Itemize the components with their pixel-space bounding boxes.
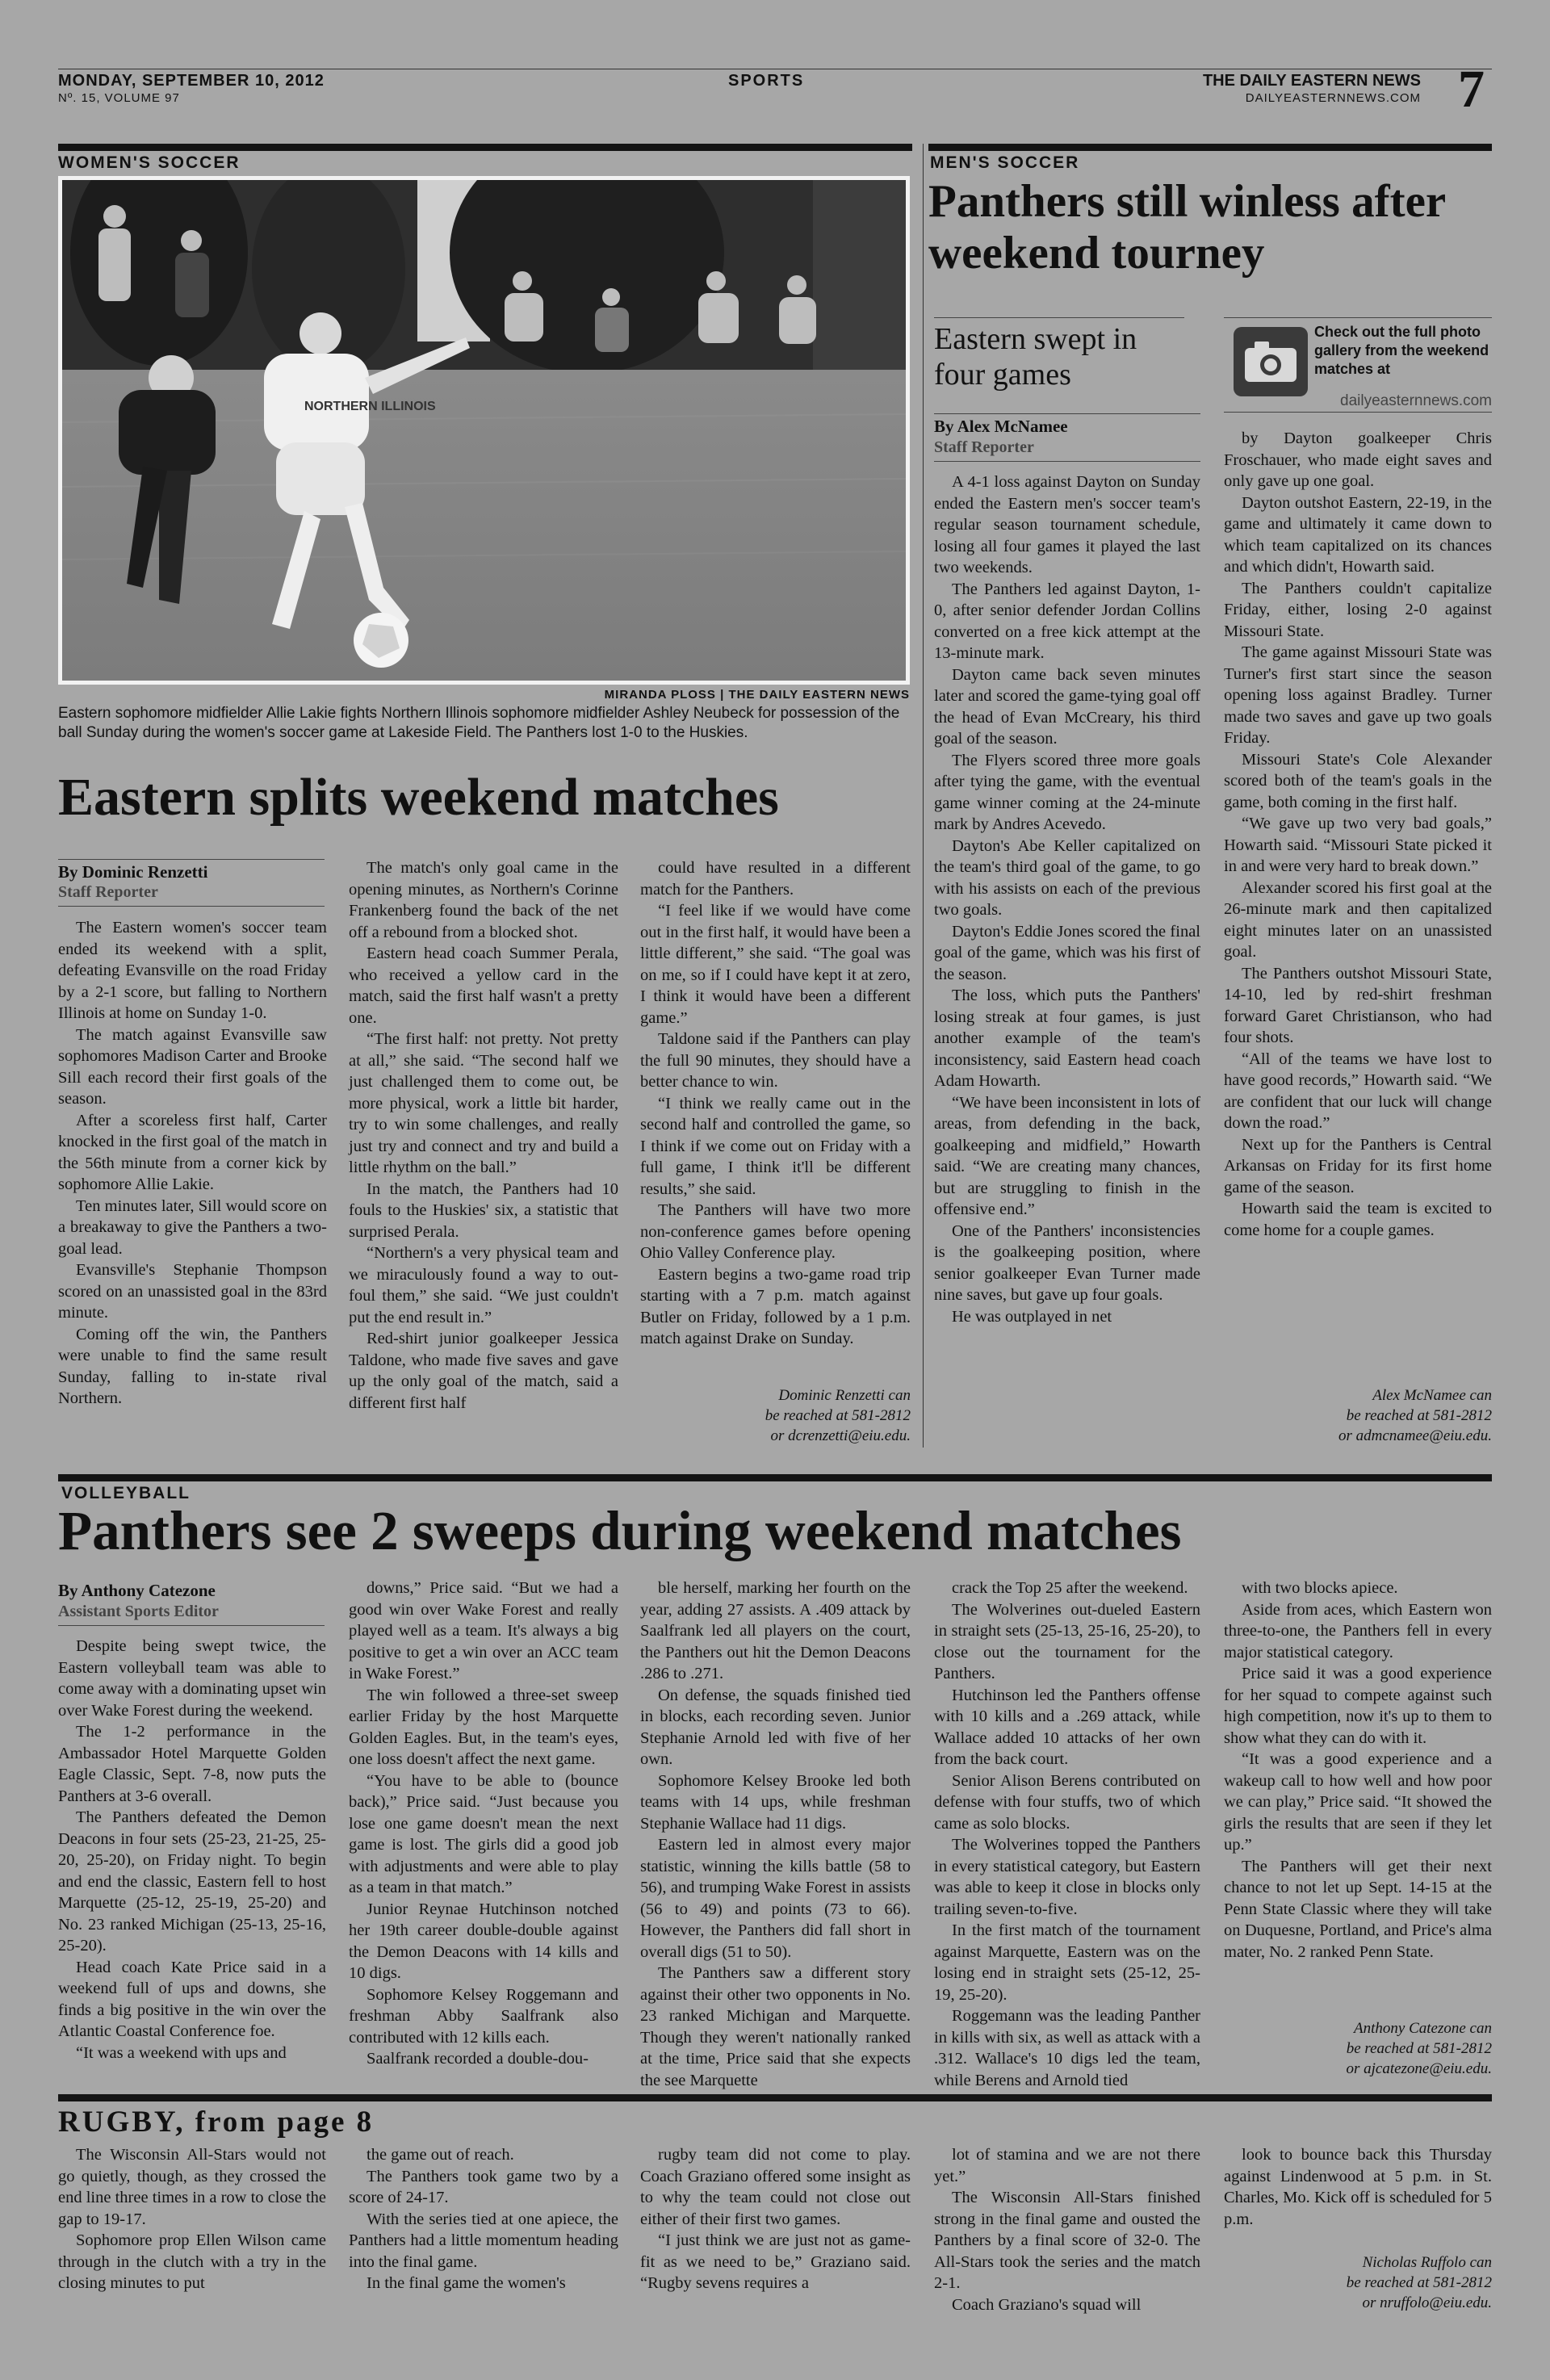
paragraph: ble herself, marking her fourth on the year, adding 27 assists. A .409 attack by Saalfrank led all players on the court, the Panthers out hit the Demon Deacons .286 to .271. [640, 1579, 911, 1682]
issue-date: MONDAY, SEPTEMBER 10, 2012 [58, 72, 325, 90]
paragraph: The Panthers outshot Missouri State, 14-10, led by red-shirt freshman forward Garet Christianson, who had four shots. [1224, 964, 1492, 1046]
paragraph: Junior Reynae Hutchinson notched her 19th career double-double against the Demon Deacons with 14 kills and 10 digs. [349, 1900, 618, 1982]
signature-line: be reached at 581-2812 [1346, 1407, 1492, 1424]
paragraph: Coach Graziano's squad will [952, 2295, 1142, 2314]
paragraph: Taldone said if the Panthers can play the full 90 minutes, they should have a better chance to win. [640, 1030, 911, 1091]
mens-byline-role: Staff Reporter [934, 438, 1034, 456]
promo-link[interactable]: dailyeasternnews.com [1340, 392, 1492, 409]
paragraph: lot of stamina and we are not there yet.” [934, 2146, 1200, 2185]
paragraph: Roggemann was the leading Panther in kills with six, as well as attack with a .312. Wallace's 10 digs led the team, while Berens and Arnold tied [934, 2007, 1200, 2089]
womens-headline: Eastern splits weekend matches [58, 768, 779, 827]
paragraph: “We have been inconsistent in lots of areas, from defending in the back, goalkeeping and midfield,” Howarth said. “We are creating many chances, but are struggling to finish in the offensive end.” [934, 1093, 1200, 1218]
paragraph: With the series tied at one apiece, the Panthers had a little momentum heading into the final game. [349, 2210, 618, 2271]
womens-top-bar [58, 144, 912, 151]
paragraph: rugby team did not come to play. Coach Graziano offered some insight as to why the team could not close out either of their first two games. [640, 2146, 911, 2228]
womens-byline: By Dominic Renzetti [58, 862, 208, 882]
paragraph: Ten minutes later, Sill would score on a breakaway to give the Panthers a two-goal lead. [58, 1196, 327, 1258]
signature-line: Nicholas Ruffolo can [1362, 2254, 1492, 2271]
camera-icon [1234, 327, 1308, 396]
rugby-top-bar [58, 2094, 1492, 2101]
volleyball-col-4 [934, 1578, 1200, 2091]
paragraph: The Wolverines out-dueled Eastern in straight sets (25-13, 25-16, 25-20), to close out the tournament for the Panthers. [934, 1600, 1200, 1682]
paragraph: The game against Missouri State was Turner's first start since the season opening loss against Bradley. Turner made two saves and gave up two goals Friday. [1224, 643, 1492, 747]
paragraph: The Panthers saw a different story against their other two opponents in No. 23 ranked Michigan and Marquette. Though they weren't nationally ranked at the time, Price said that she expects the see Marquette [640, 1964, 911, 2089]
paragraph: The Wisconsin All-Stars finished strong in the final game and ousted the Panthers by a final score of 32-0. The All-Stars took the series and the match 2-1. [934, 2189, 1200, 2292]
rugby-headline: RUGBY, from page 8 [58, 2106, 375, 2139]
paragraph: Aside from aces, which Eastern won three-to-one, the Panthers fell in every major statistical category. [1224, 1600, 1492, 1661]
paragraph: In the final game the women's [367, 2274, 566, 2292]
paragraph: Hutchinson led the Panthers offense with 10 kills and a .269 attack, while Wallace added 10 attacks of her own from the back court. [934, 1686, 1200, 1768]
womens-col-3 [640, 857, 911, 1350]
volleyball-top-bar [58, 1474, 1492, 1481]
paragraph: The match's only goal came in the opening minutes, as Northern's Corinne Frankenberg found the back of the net off a rebound from a blocked shot. [349, 859, 618, 941]
camera-icon-glyph [1234, 327, 1308, 396]
paragraph: One of the Panthers' inconsistencies is the goalkeeping position, where senior goalkeeper Evan Turner made nine saves, but gave up four goals. [934, 1221, 1200, 1304]
paragraph: “It was a weekend with ups and [76, 2043, 287, 2062]
womens-byline-rule-bottom [58, 906, 325, 907]
rugby-col-3 [640, 2144, 911, 2294]
paragraph: Saalfrank recorded a double-dou- [367, 2050, 589, 2068]
paragraph: Senior Alison Berens contributed on defense with four stuffs, two of which came as solo blocks. [934, 1771, 1200, 1833]
paragraph: Sophomore Kelsey Roggemann and freshman Abby Saalfrank also contributed with 12 kills each. [349, 1985, 618, 2047]
soccer-photo-image [62, 180, 906, 681]
paragraph: “I just think we are just not as game-fit as we need to be,” Graziano said. “Rugby sevens requires a [640, 2231, 911, 2292]
paragraph: On defense, the squads finished tied in blocks, each recording seven. Junior Stephanie Arnold led with five of her own. [640, 1686, 911, 1768]
signature-line: Dominic Renzetti can [778, 1387, 911, 1404]
paragraph: could have resulted in a different match for the Panthers. [640, 859, 911, 899]
signature-line: be reached at 581-2812 [1346, 2274, 1492, 2291]
paragraph: A 4-1 loss against Dayton on Sunday ended the Eastern men's soccer team's regular season tournament schedule, losing all four games it played the last two weekends. [934, 473, 1200, 576]
paragraph: Dayton's Abe Keller capitalized on the team's third goal of the game, to go with his assists on each of the previous two goals. [934, 836, 1200, 919]
paragraph: “Northern's a very physical team and we miraculously found a way to out-foul them,” she said. “We just couldn't put the end result in.” [349, 1244, 618, 1326]
paragraph: Red-shirt junior goalkeeper Jessica Taldone, who made five saves and gave up the only goal of the match, said a different first half [349, 1330, 618, 1412]
paragraph: Eastern begins a two-game road trip starting with a 7 p.m. match against Butler on Friday, followed by a 1 p.m. match against Drake on Sunday. [640, 1265, 911, 1347]
paragraph: The Wisconsin All-Stars would not go quietly, though, as they crossed the end line three times in a row to close the gap to 19-17. [58, 2146, 326, 2228]
paragraph: The Panthers will get their next chance to not let up Sept. 14-15 at the Penn State Classic where they will take on Duquesne, Portland, and Price's alma mater, No. 2 ranked Penn State. [1224, 1857, 1492, 1961]
paragraph: The Panthers will have two more non-conference games before opening Ohio Valley Conference play. [640, 1201, 911, 1262]
paragraph: Missouri State's Cole Alexander scored both of the team's goals in the game, both coming in the first half. [1224, 750, 1492, 811]
paragraph: Sophomore prop Ellen Wilson came through in the clutch with a try in the closing minutes to put [58, 2231, 326, 2292]
volleyball-byline-rule [58, 1625, 325, 1626]
paragraph: Head coach Kate Price said in a weekend full of ups and downs, she finds a big positive in the win over the Atlantic Coastal Conference foe. [58, 1958, 326, 2040]
volleyball-byline: By Anthony Catezone [58, 1581, 216, 1600]
signature-line: be reached at 581-2812 [765, 1407, 911, 1424]
womens-signature [640, 1385, 911, 1446]
mens-col-2 [1224, 428, 1492, 1241]
signature-line: Alex McNamee can [1372, 1387, 1492, 1404]
womens-kicker: WOMEN'S SOCCER [58, 153, 241, 172]
paper-name: THE DAILY EASTERN NEWS [1202, 72, 1421, 90]
paragraph: “The first half: not pretty. Not pretty at all,” she said. “The second half we just challenged them to come out, be more physical, work a little bit harder, try to win some challenges, and really just try and connect and try and build a little rhythm on the ball.” [349, 1030, 618, 1176]
paragraph: The 1-2 performance in the Ambassador Hotel Marquette Golden Eagle Classic, Sept. 7-8, now puts the Panthers at 3-6 overall. [58, 1723, 326, 1805]
paragraph: “I think we really came out in the second half and controlled the game, so I think if we come out on Friday with a full game, I think it'll be different results,” she said. [640, 1094, 911, 1198]
subhead-rule [934, 317, 1184, 318]
paragraph: The match against Evansville saw sophomores Madison Carter and Brooke Sill each record their first goals of the season. [58, 1025, 327, 1108]
paragraph: The Wolverines topped the Panthers in every statistical category, but Eastern was able to keep it close in blocks only trailing seven-to-five. [934, 1836, 1200, 1918]
womens-col-2 [349, 857, 618, 1414]
mens-subhead: Eastern swept in four games [934, 322, 1137, 392]
mens-byline: By Alex McNamee [934, 417, 1068, 436]
paragraph: The win followed a three-set sweep earlier Friday by the host Marquette Golden Eagles. But, in the team's eyes, one loss doesn't affect the next game. [349, 1686, 618, 1768]
signature-line: or nruffolo@eiu.edu. [1362, 2294, 1492, 2311]
rugby-col-1 [58, 2144, 326, 2294]
mens-headline: Panthers still winless after weekend tourney [928, 176, 1446, 279]
paragraph: crack the Top 25 after the weekend. [952, 1579, 1188, 1597]
womens-byline-rule [58, 859, 325, 860]
mens-byline-rule-bottom [934, 461, 1200, 462]
signature-line: or ajcatezone@eiu.edu. [1346, 2060, 1492, 2077]
paragraph: “You have to be able to (bounce back),” Price said. “Just because you lose one game doesn't mean the next game is lost. The girls did a good job with adjustments and were able to play as a team in that match.” [349, 1771, 618, 1896]
paragraph: The Panthers took game two by a score of 24-17. [349, 2167, 618, 2206]
volleyball-kicker: VOLLEYBALL [61, 1484, 191, 1502]
paragraph: The Flyers scored three more goals after tying the game, with the eventual game winner coming at the 24-minute mark by Andres Acevedo. [934, 751, 1200, 833]
volleyball-col-1 [58, 1636, 326, 2064]
photo-caption: Eastern sophomore midfielder Allie Lakie fights Northern Illinois sophomore midfielder Ashley Neubeck for possession of the ball Sunday during the women's soccer game at Lakeside Field. The Panthers lost 1-0 to the Huskies. [58, 705, 900, 741]
column-divider [923, 144, 924, 1448]
volleyball-col-2 [349, 1578, 618, 2070]
paragraph: Dayton outshot Eastern, 22-19, in the game and ultimately it came down to which team capitalized on its chances and which didn't, Howarth said. [1224, 493, 1492, 576]
womens-byline-role: Staff Reporter [58, 883, 158, 901]
paragraph: Sophomore Kelsey Brooke led both teams with 14 ups, while freshman Stephanie Wallace had 11 digs. [640, 1771, 911, 1833]
mens-top-bar [928, 144, 1492, 151]
paragraph: Next up for the Panthers is Central Arkansas on Friday for its first home game of the season. [1224, 1135, 1492, 1196]
paragraph: downs,” Price said. “But we had a good win over Wake Forest and really played well as a team. It's always a big positive to get a win over an ACC team in Wake Forest.” [349, 1579, 618, 1682]
paragraph: the game out of reach. [367, 2146, 514, 2164]
rugby-signature [1224, 2252, 1492, 2313]
volleyball-headline: Panthers see 2 sweeps during weekend matches [58, 1500, 1182, 1561]
signature-line: or admcnamee@eiu.edu. [1338, 1427, 1492, 1444]
paragraph: After a scoreless first half, Carter knocked in the first goal of the match in the 56th minute from a corner kick by sophomore Allie Lakie. [58, 1111, 327, 1193]
paragraph: “I feel like if we would have come out in the first half, it would have been a little different,” she said. “The goal was on me, so if I could have kept it at zero, I think it would have been a different game.” [640, 902, 911, 1027]
volleyball-col-3 [640, 1578, 911, 2091]
volleyball-signature [1224, 2018, 1492, 2079]
paragraph: “It was a good experience and a wakeup call to how well and how poor we can play,” Price said. “It showed the girls the results that are seen if they let up.” [1224, 1750, 1492, 1854]
mens-col-1 [934, 471, 1200, 1327]
paragraph: The Eastern women's soccer team ended its weekend with a split, defeating Evansville on the road Friday by a 2-1 score, but falling to Northern Illinois at home on Sunday 1-0. [58, 919, 327, 1022]
paragraph: The Panthers defeated the Demon Deacons in four sets (25-23, 21-25, 25-20, 25-20), on Friday night. To begin and end the classic, Eastern fell to host Marquette (25-12, 25-19, 25-20) and No. 23 ranked Michigan (25-13, 25-16, 25-20). [58, 1808, 326, 1955]
paragraph: look to bounce back this Thursday against Lindenwood at 5 p.m. in St. Charles, Mo. Kick off is scheduled for 5 p.m. [1224, 2146, 1492, 2228]
paragraph: with two blocks apiece. [1242, 1579, 1398, 1597]
paragraph: Alexander scored his first goal at the 26-minute mark and then capitalized eight minutes later on an unassisted goal. [1224, 878, 1492, 961]
paragraph: Price said it was a good experience for her squad to compete against such high competition, now it's up to them to show what they can do with it. [1224, 1665, 1492, 1747]
rugby-col-2 [349, 2144, 618, 2294]
paragraph: Eastern led in almost every major statistic, winning the kills battle (58 to 56), and trumping Wake Forest in assists (56 to 49) and points (73 to 66). However, the Panthers did fall short in overall digs (51 to 50). [640, 1836, 911, 1961]
paper-website: DAILYEASTERNNEWS.COM [1245, 91, 1421, 105]
promo-rule [1224, 317, 1492, 318]
paragraph: Howarth said the team is excited to come home for a couple games. [1224, 1200, 1492, 1239]
paragraph: Eastern head coach Summer Perala, who received a yellow card in the match, said the first half wasn't a pretty one. [349, 945, 618, 1027]
paragraph: In the match, the Panthers had 10 fouls to the Huskies' six, a statistic that surprised Perala. [349, 1180, 618, 1241]
paragraph: Evansville's Stephanie Thompson scored on an unassisted goal in the 83rd minute. [58, 1261, 327, 1322]
womens-col-1 [58, 917, 327, 1410]
rugby-col-4 [934, 2144, 1200, 2315]
paragraph: Dayton's Eddie Jones scored the final goal of the game, which was his first of the season. [934, 922, 1200, 983]
promo-text: Check out the full photo gallery from the weekend matches at [1314, 324, 1489, 377]
signature-line: Anthony Catezone can [1354, 2020, 1492, 2037]
promo-rule-bottom [1224, 412, 1492, 413]
rugby-col-5 [1224, 2144, 1492, 2230]
paragraph: Coming off the win, the Panthers were unable to find the same result Sunday, falling to in-state rival Northern. [58, 1325, 327, 1407]
paragraph: “All of the teams we have lost to have good records,” Howarth said. “We are confident that our luck will change down the road.” [1224, 1050, 1492, 1132]
signature-line: or dcrenzetti@eiu.edu. [770, 1427, 911, 1444]
paragraph: In the first match of the tournament against Marquette, Eastern was on the losing end in straight sets (25-12, 25-19, 25-20). [934, 1921, 1200, 2004]
paragraph: “We gave up two very bad goals,” Howarth said. “Missouri State picked it in and were very hard to break down.” [1224, 815, 1492, 875]
soccer-photo [58, 176, 910, 685]
volleyball-byline-role: Assistant Sports Editor [58, 1603, 219, 1620]
page-number: 7 [1458, 60, 1485, 119]
volleyball-col-5 [1224, 1578, 1492, 1963]
paragraph: Despite being swept twice, the Eastern volleyball team was able to come away with a dominating upset win over Wake Forest during the weekend. [58, 1637, 326, 1720]
paragraph: The Panthers couldn't capitalize Friday, either, losing 2-0 against Missouri State. [1224, 579, 1492, 640]
issue-volume: Nº. 15, VOLUME 97 [58, 91, 180, 105]
mens-byline-rule [934, 413, 1200, 414]
section-name: SPORTS [728, 72, 805, 90]
paragraph: The loss, which puts the Panthers' losing streak at four games, is just another example of the team's inconsistency, said Eastern head coach Adam Howarth. [934, 987, 1200, 1090]
mens-kicker: MEN'S SOCCER [930, 153, 1080, 172]
paragraph: by Dayton goalkeeper Chris Froschauer, who made eight saves and only gave up one goal. [1224, 429, 1492, 490]
paragraph: Dayton came back seven minutes later and scored the game-tying goal off the head of Evan McCreary, his third goal of the season. [934, 665, 1200, 748]
paragraph: He was outplayed in net [952, 1307, 1112, 1326]
jersey-text: NORTHERN ILLINOIS [304, 400, 436, 413]
mens-signature [1224, 1385, 1492, 1446]
photo-credit: MIRANDA PLOSS | THE DAILY EASTERN NEWS [604, 688, 910, 702]
signature-line: be reached at 581-2812 [1346, 2040, 1492, 2057]
paragraph: The Panthers led against Dayton, 1-0, after senior defender Jordan Collins converted on a free kick attempt at the 13-minute mark. [934, 580, 1200, 662]
